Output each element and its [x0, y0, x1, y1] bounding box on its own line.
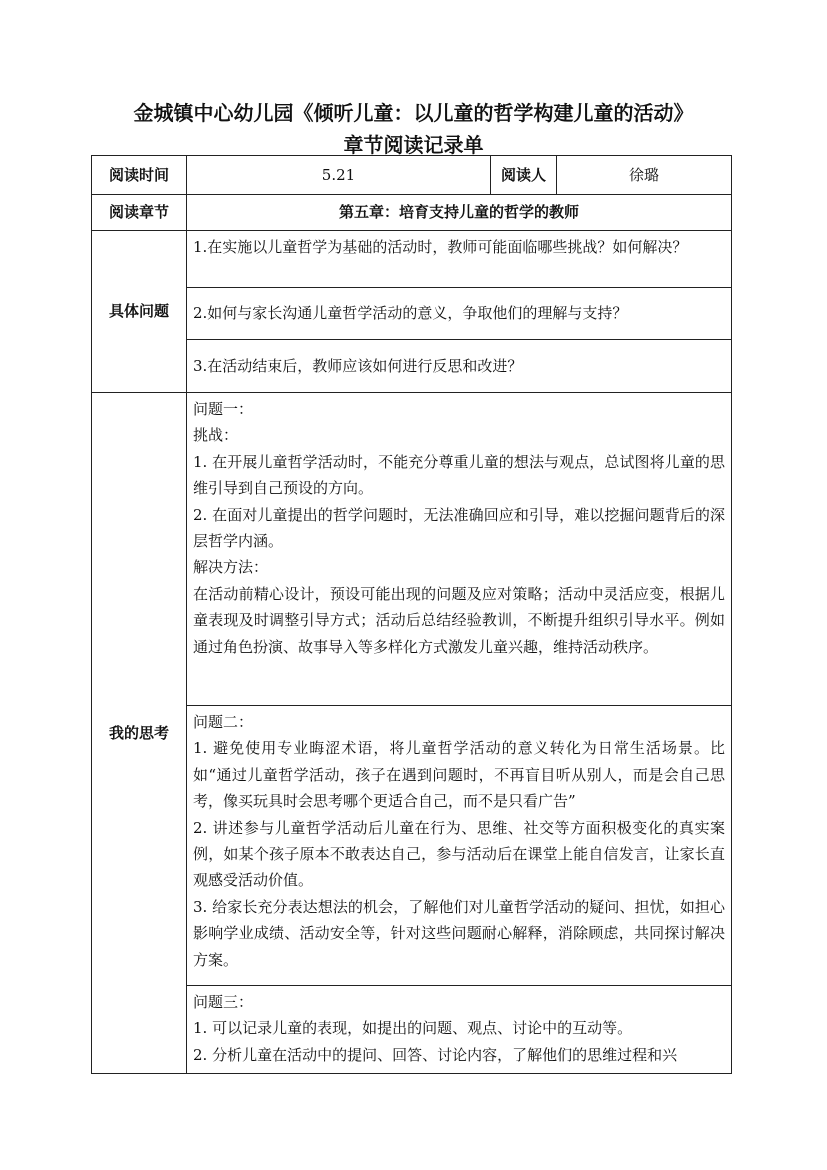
- thinking-line: 问题三：: [193, 993, 254, 1011]
- questions-label: 具体问题: [92, 231, 187, 393]
- thinking-line: 1. 避免使用专业晦涩术语，将儿童哲学活动的意义转化为日常生活场景。比如“通过儿童哲学活动，孩子在遇到问题时，不再盲目听从别人，而是会自己思考，像买玩具时会思考哪个更适合自己，而不是只看广告”: [193, 739, 725, 811]
- thinking-line: 2. 讲述参与儿童哲学活动后儿童在行为、思维、社交等方面积极变化的真实案例，如某个孩子原本不敢表达自己，参与活动后在课堂上能自信发言，让家长直观感受活动价值。: [193, 818, 725, 890]
- thinking-section-2: [187, 706, 732, 986]
- thinking-line: 2. 在面对儿童提出的哲学问题时，无法准确回应和引导，难以挖掘问题背后的深层哲学内涵。: [193, 505, 725, 551]
- thinking-label: 我的思考: [92, 393, 187, 1074]
- question-item: 2.如何与家长沟通儿童哲学活动的意义，争取他们的理解与支持？: [187, 288, 732, 340]
- reading-chapter-value: 第五章：培育支持儿童的哲学的教师: [187, 195, 732, 231]
- reading-time-value: 5.21: [187, 156, 491, 195]
- row-reading-time: [92, 156, 732, 195]
- row-thinking-3: [92, 986, 732, 1074]
- thinking-line: 2. 分析儿童在活动中的提问、回答、讨论内容，了解他们的思维过程和兴: [193, 1045, 678, 1064]
- reader-name: 徐璐: [557, 156, 732, 195]
- row-thinking-2: [92, 706, 732, 986]
- reading-record-table: [91, 155, 732, 1074]
- row-question-1: [92, 231, 732, 288]
- question-item: 1.在实施以儿童哲学为基础的活动时，教师可能面临哪些挑战？如何解决？: [187, 231, 732, 288]
- thinking-line: 1. 在开展儿童哲学活动时，不能充分尊重儿童的想法与观点，总试图将儿童的思维引导到自己预设的方向。: [193, 452, 725, 498]
- thinking-line: 3. 给家长充分表达想法的机会，了解他们对儿童哲学活动的疑问、担忧，如担心影响学业成绩、活动安全等，针对这些问题耐心解释，消除顾虑，共同探讨解决方案。: [193, 897, 725, 969]
- thinking-line: 在活动前精心设计，预设可能出现的问题及应对策略；活动中灵活应变，根据儿童表现及时调整引导方式；活动后总结经验教训，不断提升组织引导水平。例如通过角色扮演、故事导入等多样化方式激发儿童兴趣，维持活动秩序。: [193, 584, 725, 656]
- thinking-section-1: [187, 393, 732, 706]
- thinking-line: 解决方法：: [193, 558, 269, 577]
- reader-label: 阅读人: [491, 156, 557, 195]
- document-title: 金城镇中心幼儿园《倾听儿童：以儿童的哲学构建儿童的活动》: [133, 101, 694, 125]
- document-subtitle: 章节阅读记录单: [343, 133, 484, 157]
- row-reading-chapter: [92, 195, 732, 231]
- thinking-line: 问题一：: [193, 400, 254, 418]
- row-thinking-1: [92, 393, 732, 706]
- question-item: 3.在活动结束后，教师应该如何进行反思和改进？: [187, 340, 732, 393]
- thinking-section-3: [187, 986, 732, 1074]
- reading-chapter-label: 阅读章节: [92, 195, 187, 231]
- row-question-3: [92, 340, 732, 393]
- thinking-line: 1. 可以记录儿童的表现，如提出的问题、观点、讨论中的互动等。: [193, 1019, 633, 1038]
- thinking-line: 问题二：: [193, 713, 254, 731]
- reading-time-label: 阅读时间: [92, 156, 187, 195]
- thinking-line: 挑战：: [193, 426, 239, 445]
- row-question-2: [92, 288, 732, 340]
